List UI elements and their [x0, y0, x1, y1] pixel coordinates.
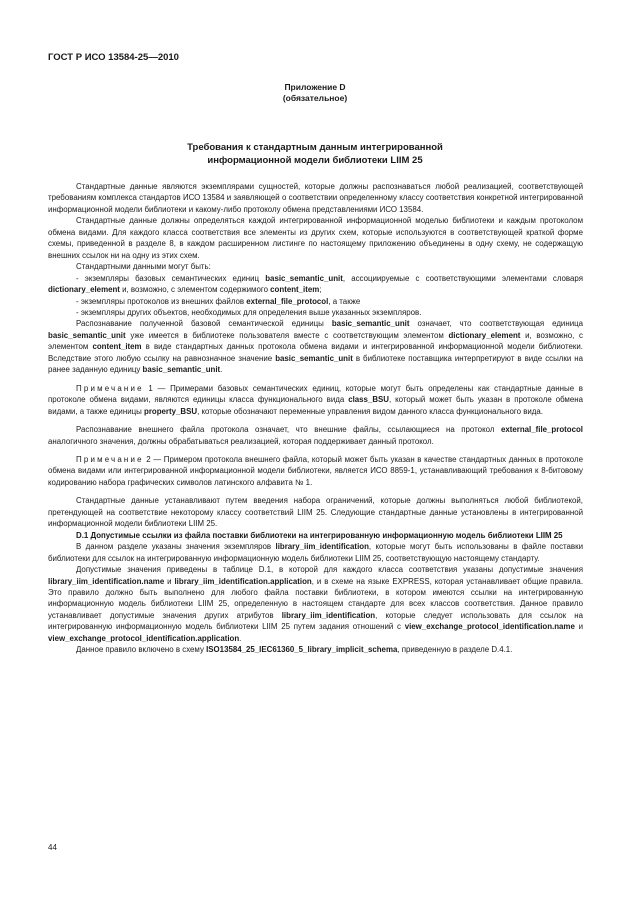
- term: view_exchange_protocol_identification.application: [48, 633, 240, 643]
- term: view_exchange_protocol_identification.name: [404, 622, 575, 632]
- term: dictionary_element: [48, 285, 120, 295]
- annex-label: Приложение D: [284, 82, 346, 92]
- term: content_item: [270, 285, 320, 295]
- term: content_item: [92, 342, 142, 352]
- paragraph-3: Стандартными данными могут быть:: [76, 262, 211, 272]
- note-1: Примечание 1 — Примерами базовых семантических единиц, которые могут быть определены как стандартные данные в протоколе обмена видами, являются единицы класса функционального вида class_BSU, который может быть указан в протоколе обмена видами, а также единицы property_BSU, которые обозначают переменные управления видом данного класса функционального вида.: [48, 383, 583, 416]
- paragraph-8: Допустимые значения приведены в таблице D.1, в которой для каждого класса соответствия указаны допустимые значения library_iim_identification.name и library_iim_identification.application, и в схеме на языке EXPRESS, которая устанавливает общие правила. Это правило должно быть выполнено для любого файла поставки библиотеки, в котором имеются ссылки на интегрированную информационную модель библиотеки LIIM 25, определенную в настоящем стандарте для всех классов соответствия. Данное правило устанавливает допустимые значения других атрибутов library_iim_identification, которые следует использовать для ссылок на интегрированную информационную модель библиотеки LIIM 25 путем задания отношений с view_exchange_protocol_identification.name и view_exchange_protocol_identification.application.: [48, 565, 584, 643]
- term: property_BSU: [144, 406, 198, 416]
- page-number: 44: [48, 843, 57, 852]
- annex-heading: [48, 82, 582, 104]
- list-item-2: - экземпляры протоколов из внешних файлов external_file_protocol, а также: [76, 296, 361, 306]
- paragraph-1: Стандартные данные являются экземплярами сущностей, которые должны распознаваться любой реализацией, соответствующей требованиям комплекса стандартов ИСО 13584 и заявляющей о соответствии определенному классу соответствия конкретной интегрированной информационной модели библиотеки и какому-либо протоколу обмена представлениями ИСО 13584.: [48, 182, 583, 214]
- list-item-3: - экземпляры других объектов, необходимых для определения выше указанных экземпляров.: [76, 307, 422, 317]
- note-label: Примечание: [76, 454, 144, 464]
- term: external_file_protocol: [246, 296, 329, 306]
- term: library_iim_identification: [275, 542, 369, 552]
- term: basic_semantic_unit: [142, 365, 221, 375]
- term: library_iim_identification.name: [48, 576, 165, 586]
- note-label: Примечание: [76, 383, 144, 393]
- standard-header: ГОСТ Р ИСО 13584-25—2010: [48, 52, 179, 63]
- term: basic_semantic_unit: [48, 330, 126, 340]
- annex-title-line-1: Требования к стандартным данным интегрированной: [187, 142, 443, 153]
- term: basic_semantic_unit: [275, 353, 353, 363]
- paragraph-4: Распознавание полученной базовой семантической единицы basic_semantic_unit означает, что соответствующая единица basic_semantic_unit уже имеется в библиотеке пользователя вместе с соответствующим элементом dictionary_element и, возможно, с элементом content_item в виде стандартных данных протокола обмена видами и интегрированной информационной модели библиотеки. Вследствие этого любую ссылку на равнозначное значение basic_semantic_unit в библиотеке поставщика интерпретируют в виде ссылки на ранее заданную единицу basic_semantic_unit.: [48, 319, 584, 375]
- term: library_iim_identification: [281, 610, 376, 620]
- term: dictionary_element: [448, 330, 521, 340]
- annex-status: (обязательное): [282, 93, 348, 103]
- paragraph-9: Данное правило включено в схему ISO13584_25_IEC61360_5_library_implicit_schema, приведенную в разделе D.4.1.: [76, 645, 513, 655]
- section-heading-d1: D.1 Допустимые ссылки из файла поставки библиотеки на интегрированную информационную модель библиотеки LIIM 25: [76, 530, 563, 540]
- annex-title-line-2: информационной модели библиотеки LIIM 25: [207, 154, 423, 166]
- term: basic_semantic_unit: [265, 273, 343, 283]
- annex-title: [48, 142, 582, 167]
- body-text: [48, 181, 583, 656]
- term: ISO13584_25_IEC61360_5_library_implicit_schema: [206, 645, 398, 655]
- paragraph-5: Распознавание внешнего файла протокола означает, что внешние файлы, ссылающиеся на протокол external_file_protocol аналогичного значения, должны обрабатываться реализацией, которая поддерживает данный протокол.: [48, 425, 583, 446]
- term: class_BSU: [348, 395, 389, 405]
- term: library_iim_identification.application: [174, 576, 312, 586]
- paragraph-7: В данном разделе указаны значения экземпляров library_iim_identification, которые могут быть использованы в файле поставки библиотеки для ссылок на интегрированную информационную модель библиотеки LIIM 25, соответствующую настоящему стандарту.: [48, 542, 583, 563]
- paragraph-2: Стандартные данные должны определяться каждой интегрированной информационной моделью библиотеки и каждым протоколом обмена видами. Для каждого класса соответствия все элементы из других схем, которые используются в соответствующей краткой форме схемы, приведенной в разделе 8, в каждом расширенном листинге по настоящему приложению объединены в одну схему, не содержащую внешних ссылок ни на одну из этих схем.: [48, 216, 583, 260]
- term: external_file_protocol: [500, 425, 583, 435]
- paragraph-6: Стандартные данные устанавливают путем введения набора ограничений, которые должны выполняться любой библиотекой, претендующей на соответствие некоторому классу соответствий LIIM 25. Следующие стандартные данные установлены в интегрированной информационной модели библиотеки LIIM 25.: [48, 496, 583, 529]
- list-item-1: - экземпляры базовых семантических единиц basic_semantic_unit, ассоциируемые с соответствующими элементами словаря dictionary_element и, возможно, с элементом содержимого content_item;: [48, 273, 583, 295]
- term: basic_semantic_unit: [331, 319, 410, 329]
- note-2: Примечание 2 — Примером протокола внешнего файла, который может быть указан в качестве стандартных данных в протоколе обмена видами или интегрированной информационной модели библиотеки, является ИСО 8859-1, устанавливающий требования к 8-битовому кодированию набора графических символов латинского алфавита № 1.: [48, 454, 583, 487]
